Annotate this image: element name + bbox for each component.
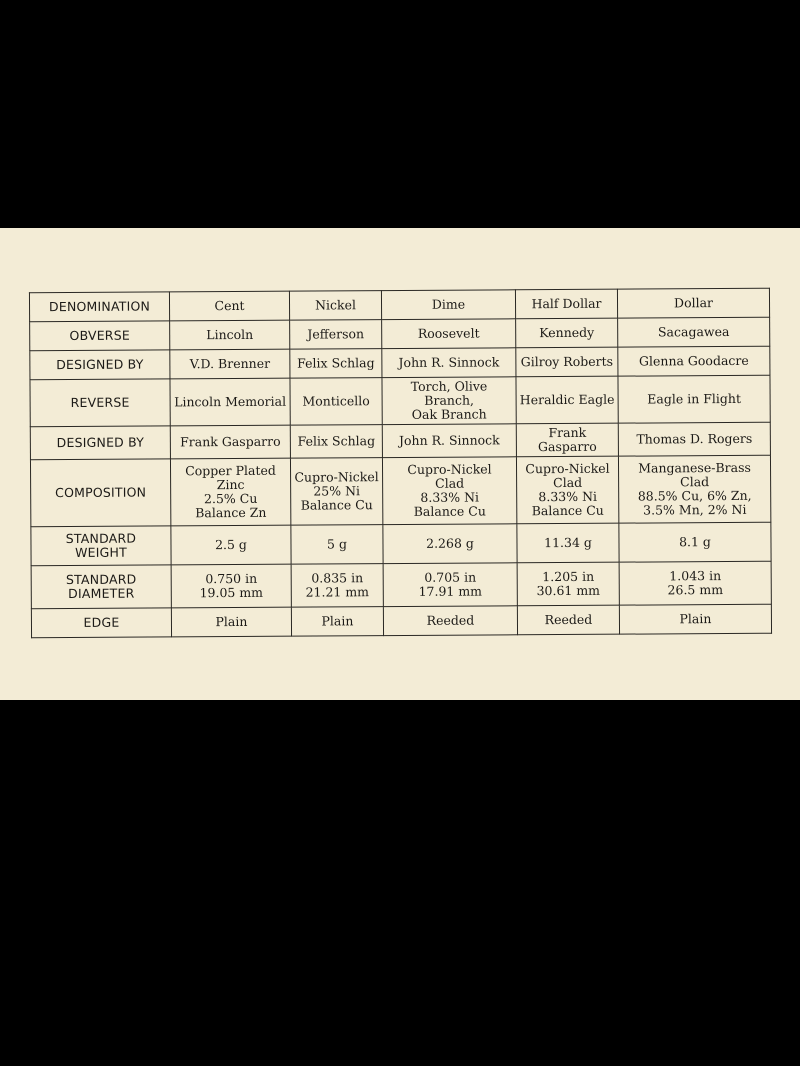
cell-denomination-dollar: Dollar	[617, 288, 769, 318]
table-row-standard-weight	[31, 522, 771, 566]
cell-weight-nickel: 5 g	[291, 525, 383, 565]
row-label-denomination: DENOMINATION	[29, 292, 169, 322]
cell-obverse-dollar: Sacagawea	[618, 317, 770, 347]
cell-obverse-designer-dime: John R. Sinnock	[382, 348, 516, 378]
row-label-standard-diameter: STANDARD DIAMETER	[31, 565, 171, 609]
row-label-reverse: REVERSE	[30, 379, 170, 427]
table-row-obverse-designer	[30, 346, 770, 380]
cell-reverse-half-dollar: Heraldic Eagle	[516, 376, 618, 424]
cell-denomination-cent: Cent	[169, 291, 289, 321]
cell-diameter-nickel: 0.835 in 21.21 mm	[291, 564, 383, 608]
cell-composition-dollar: Manganese-Brass Clad 88.5% Cu, 6% Zn, 3.5% Mn, 2% Ni	[618, 455, 770, 523]
row-label-obverse-designer: DESIGNED BY	[30, 350, 170, 380]
cell-weight-dime: 2.268 g	[383, 524, 517, 564]
cell-weight-half-dollar: 11.34 g	[517, 523, 619, 563]
cell-obverse-cent: Lincoln	[170, 320, 290, 350]
table-row-obverse	[30, 317, 770, 351]
cell-weight-cent: 2.5 g	[171, 525, 291, 565]
cell-reverse-dollar: Eagle in Flight	[618, 375, 770, 423]
cell-reverse-nickel: Monticello	[290, 378, 382, 426]
coin-specification-card	[0, 228, 800, 700]
cell-reverse-designer-nickel: Felix Schlag	[290, 425, 382, 459]
table-row-edge	[31, 604, 771, 638]
cell-edge-cent: Plain	[171, 607, 291, 637]
cell-reverse-designer-dime: John R. Sinnock	[382, 424, 516, 458]
row-label-obverse: OBVERSE	[30, 321, 170, 351]
cell-reverse-designer-dollar: Thomas D. Rogers	[618, 422, 770, 456]
cell-obverse-designer-half-dollar: Gilroy Roberts	[516, 347, 618, 377]
cell-obverse-half-dollar: Kennedy	[516, 318, 618, 348]
row-label-standard-weight: STANDARD WEIGHT	[31, 526, 171, 566]
cell-diameter-cent: 0.750 in 19.05 mm	[171, 564, 291, 608]
cell-diameter-half-dollar: 1.205 in 30.61 mm	[517, 562, 619, 606]
cell-obverse-nickel: Jefferson	[290, 320, 382, 350]
cell-reverse-dime: Torch, Olive Branch, Oak Branch	[382, 377, 516, 425]
cell-denomination-nickel: Nickel	[289, 291, 381, 321]
cell-diameter-dime: 0.705 in 17.91 mm	[383, 563, 517, 607]
cell-reverse-cent: Lincoln Memorial	[170, 378, 290, 426]
cell-obverse-designer-dollar: Glenna Goodacre	[618, 346, 770, 376]
table-row-standard-diameter	[31, 561, 771, 609]
cell-composition-dime: Cupro-Nickel Clad 8.33% Ni Balance Cu	[382, 457, 516, 525]
cell-denomination-half-dollar: Half Dollar	[515, 289, 617, 319]
cell-obverse-dime: Roosevelt	[382, 319, 516, 349]
cell-edge-nickel: Plain	[291, 607, 383, 637]
cell-diameter-dollar: 1.043 in 26.5 mm	[619, 561, 771, 605]
card-content	[0, 226, 800, 703]
cell-obverse-designer-nickel: Felix Schlag	[290, 349, 382, 379]
coin-specification-table	[29, 288, 772, 639]
cell-composition-half-dollar: Cupro-Nickel Clad 8.33% Ni Balance Cu	[516, 456, 618, 524]
cell-edge-half-dollar: Reeded	[517, 605, 619, 635]
cell-reverse-designer-cent: Frank Gasparro	[170, 425, 290, 459]
cell-weight-dollar: 8.1 g	[619, 522, 771, 562]
cell-composition-nickel: Cupro-Nickel 25% Ni Balance Cu	[290, 458, 382, 526]
table-row-reverse	[30, 375, 770, 427]
table-row-composition	[30, 455, 770, 527]
table-row-reverse-designer	[30, 422, 770, 460]
row-label-composition: COMPOSITION	[30, 459, 170, 527]
cell-reverse-designer-half-dollar: Frank Gasparro	[516, 423, 618, 457]
cell-composition-cent: Copper Plated Zinc 2.5% Cu Balance Zn	[170, 458, 290, 526]
row-label-reverse-designer: DESIGNED BY	[30, 426, 170, 460]
table-row-denomination	[29, 288, 769, 322]
cell-edge-dime: Reeded	[383, 606, 517, 636]
row-label-edge: EDGE	[31, 608, 171, 638]
cell-denomination-dime: Dime	[381, 290, 515, 320]
cell-obverse-designer-cent: V.D. Brenner	[170, 349, 290, 379]
cell-edge-dollar: Plain	[619, 604, 771, 634]
